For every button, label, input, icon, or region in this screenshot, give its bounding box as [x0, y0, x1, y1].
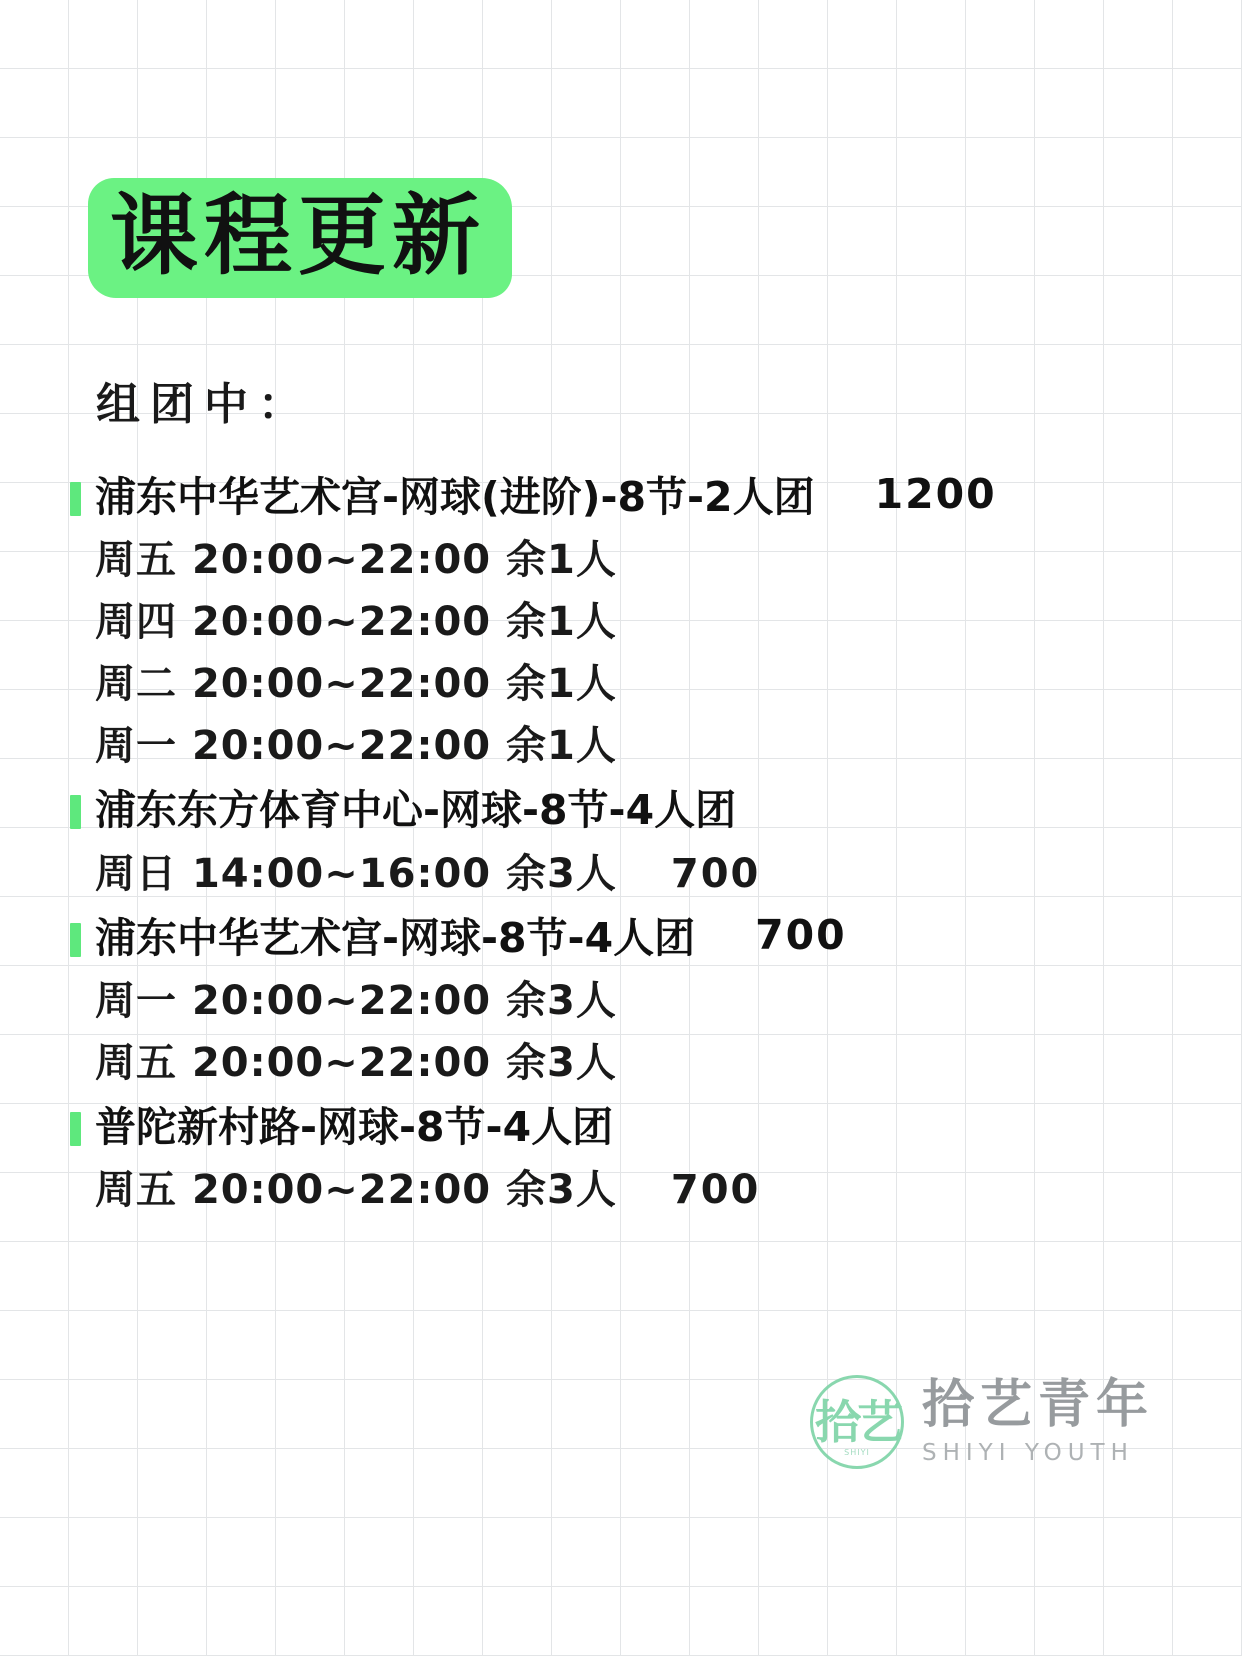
- slot-remaining: 余3人: [506, 978, 617, 1025]
- slot-time: 20:00~22:00: [191, 723, 492, 770]
- page-title: [88, 178, 512, 298]
- course-block: [70, 911, 1170, 1094]
- course-slot: [95, 529, 1170, 591]
- course-header: [70, 911, 1170, 966]
- slot-time: 20:00~22:00: [191, 661, 492, 708]
- slot-day: 周一: [95, 978, 177, 1025]
- bullet-marker-icon: [70, 1112, 81, 1146]
- slot-time: 20:00~22:00: [191, 978, 492, 1025]
- brand-name-cn: 拾艺青年: [922, 1374, 1155, 1435]
- course-name: 浦东中华艺术宫-网球-8节-4人团: [95, 913, 696, 962]
- slot-price: 700: [670, 1167, 761, 1214]
- slot-day: 周四: [95, 599, 177, 646]
- slot-remaining: 余3人: [506, 850, 617, 897]
- slot-time: 20:00~22:00: [191, 1040, 492, 1087]
- course-price: 700: [755, 910, 847, 959]
- slot-day: 周五: [95, 1167, 177, 1214]
- bullet-marker-icon: [70, 923, 81, 957]
- slot-day: 周二: [95, 661, 177, 708]
- bullet-marker-icon: [70, 482, 81, 516]
- course-header: [70, 783, 1170, 838]
- slot-remaining: 余1人: [506, 661, 617, 708]
- bullet-marker-icon: [70, 795, 81, 829]
- watermark: [810, 1375, 1154, 1469]
- slot-time: 20:00~22:00: [191, 599, 492, 646]
- slot-day: 周五: [95, 537, 177, 584]
- course-name: 浦东东方体育中心-网球-8节-4人团: [95, 786, 737, 835]
- slot-day: 周五: [95, 1040, 177, 1087]
- brand-logo-icon: [810, 1375, 904, 1469]
- course-slot: [95, 970, 1170, 1032]
- course-list: [70, 470, 1170, 1227]
- brand-name-en: SHIYI YOUTH: [922, 1440, 1134, 1467]
- course-price: 1200: [874, 470, 997, 518]
- slot-remaining: 余1人: [506, 537, 617, 584]
- course-slot: [95, 1159, 1170, 1221]
- slot-day: 周一: [95, 723, 177, 770]
- slot-price: 700: [670, 850, 761, 897]
- slot-day: 周日: [95, 850, 177, 897]
- title-text: 课程更新: [110, 184, 487, 287]
- course-slot: [95, 1032, 1170, 1094]
- slot-remaining: 余1人: [506, 723, 617, 770]
- brand-logo-glyph: 拾艺: [815, 1395, 899, 1449]
- course-name: 普陀新村路-网球-8节-4人团: [95, 1103, 614, 1152]
- course-slot: [95, 591, 1170, 653]
- slot-time: 20:00~22:00: [191, 1167, 492, 1214]
- course-block: [70, 1100, 1170, 1221]
- course-block: [70, 470, 1170, 777]
- course-header: [70, 1100, 1170, 1155]
- slot-remaining: 余3人: [506, 1167, 617, 1214]
- slot-time: 20:00~22:00: [191, 537, 492, 584]
- slot-remaining: 余1人: [506, 599, 617, 646]
- slot-remaining: 余3人: [506, 1040, 617, 1087]
- course-slot: [95, 653, 1170, 715]
- course-slot: [95, 843, 1170, 905]
- course-block: [70, 783, 1170, 904]
- course-slot: [95, 715, 1170, 777]
- title-highlight: [88, 178, 512, 298]
- brand-logo-subtext: SHIYI: [844, 1448, 870, 1457]
- course-name: 浦东中华艺术宫-网球(进阶)-8节-2人团: [95, 473, 815, 521]
- slot-time: 14:00~16:00: [191, 850, 492, 897]
- section-label: 组团中：: [96, 379, 312, 430]
- course-header: [70, 470, 1170, 525]
- brand-text: [922, 1374, 1155, 1467]
